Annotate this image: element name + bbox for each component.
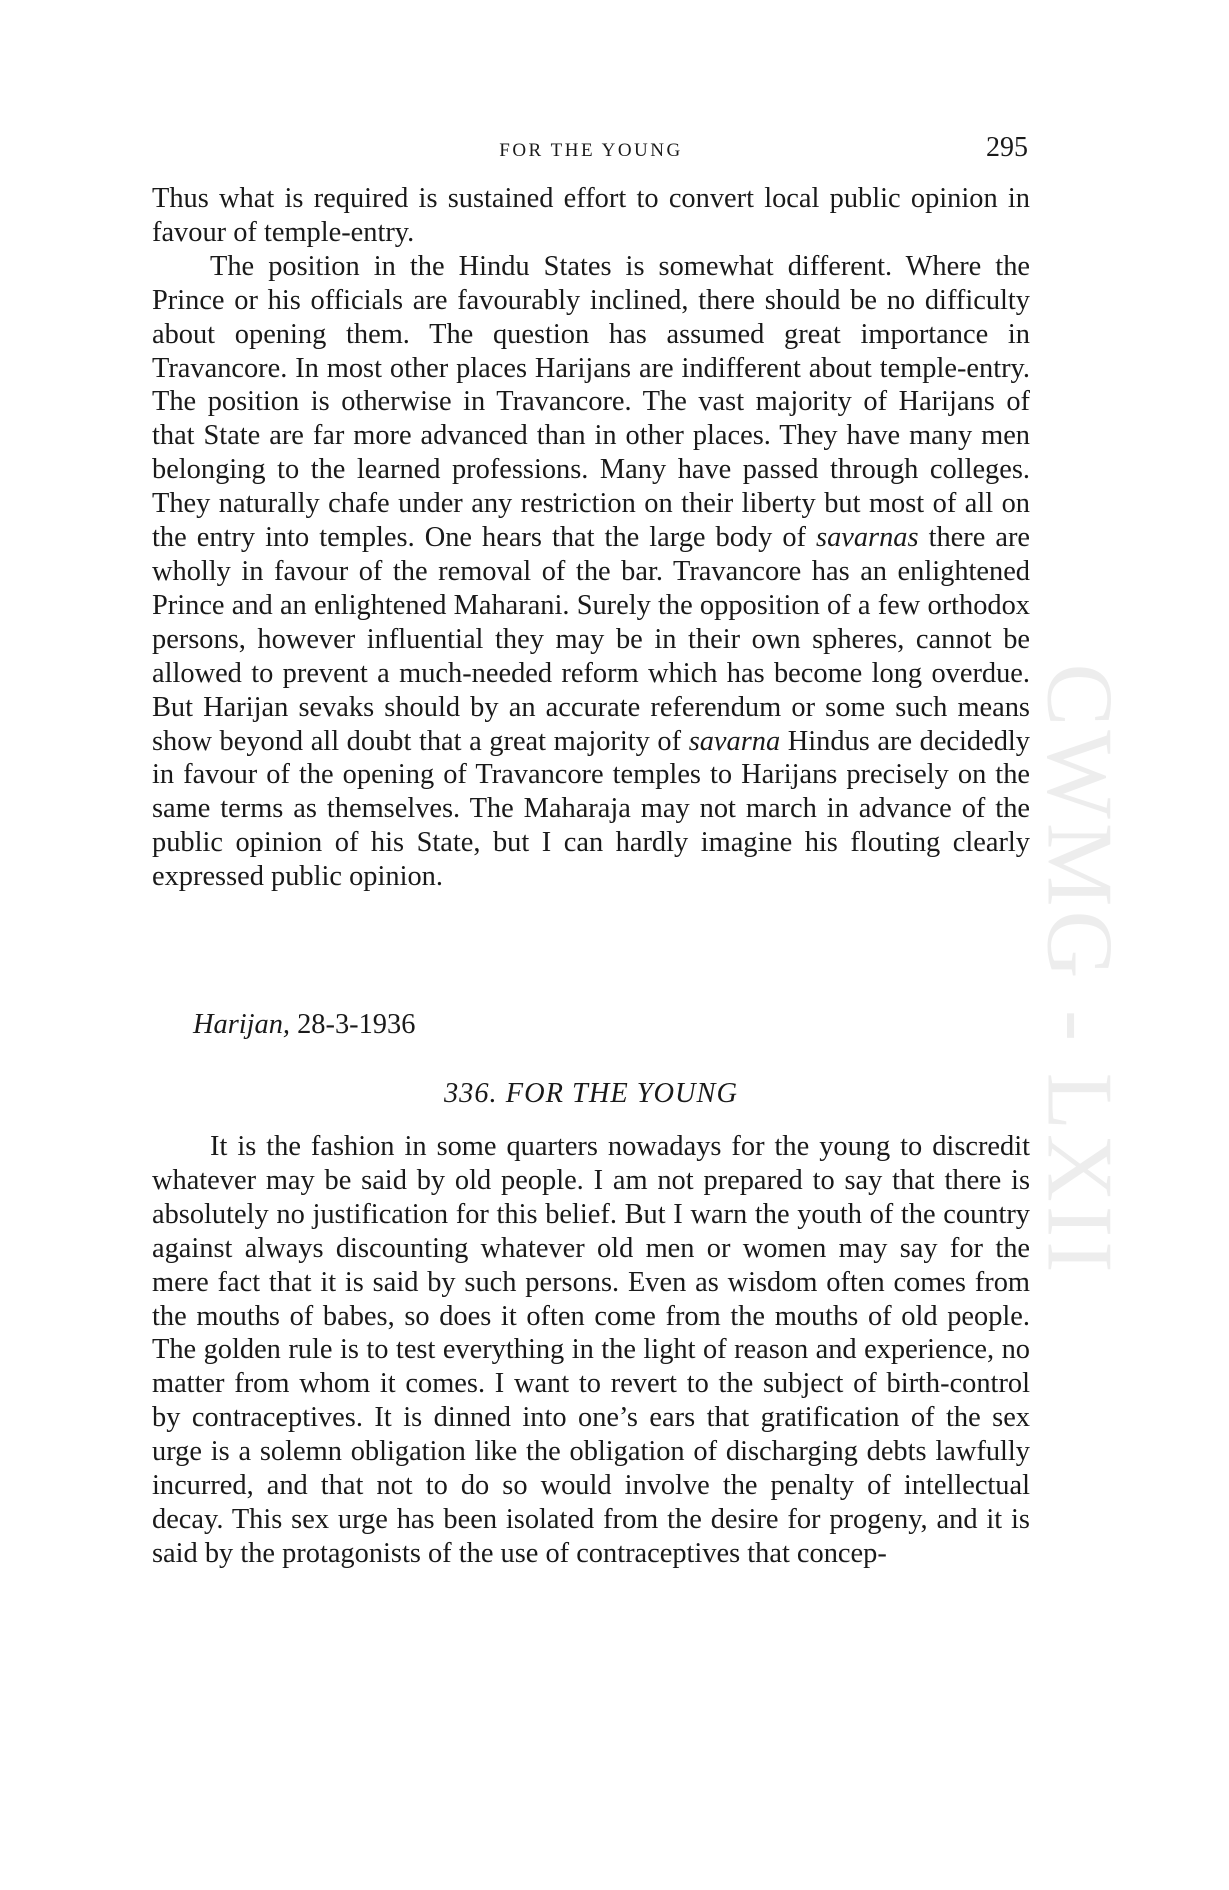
running-head <box>152 132 1030 166</box>
watermark-text: CWMG - LXII <box>1028 663 1133 1277</box>
source-citation <box>193 1009 415 1041</box>
source-date: 28-3-1936 <box>290 1009 416 1040</box>
paragraph: Thus what is required is sustained effort to convert local public opinion in favour of temple-entry. <box>152 183 1030 248</box>
continuation-text <box>152 182 1030 894</box>
page-number: 295 <box>986 132 1028 163</box>
running-title: FOR THE YOUNG <box>499 140 683 161</box>
paragraph: The position in the Hindu States is somewhat different. Where the Prince or his officials are favourably inclined, there should be no difficulty about opening them. The question has assumed great importance in Travancore. In most other places Harijans are indifferent about temple-entry. The position is otherwise in Travancore. The vast majority of Harijans of that State are far more advanced than in other places. They have many men belonging to the learned professions. Many have passed through colleges. They naturally chafe under any restriction on their liberty but most of all on the entry into temples. One hears that the large body of savarnas there are wholly in favour of the removal of the bar. Travancore has an enlightened Prince and an enlightened Maharani. Surely the opposition of a few orthodox persons, however influential they may be in their own spheres, cannot be allowed to prevent a much-needed reform which has become long overdue. But Harijan sevaks should by an accurate referendum or some such means show beyond all doubt that a great majority of savarna Hindus are decidedly in favour of the opening of Travancore temples to Harijans precisely on the same terms as themselves. The Maharaja may not march in advance of the public opinion of his State, but I can hardly imagine his flouting clearly expressed public opinion. <box>152 250 1030 893</box>
italic-term: savarnas <box>816 522 919 554</box>
italic-term: savarna <box>688 725 781 757</box>
article-heading: 336. FOR THE YOUNG <box>443 1078 739 1109</box>
watermark <box>1025 470 1135 1470</box>
source-name: Harijan, <box>193 1009 291 1040</box>
article-text <box>152 1130 1030 1571</box>
paragraph: It is the fashion in some quarters nowadays for the young to discredit whatever may be said by old people. I am not prepared to say that there is absolutely no justification for this belief. But I warn the youth of the country against always discounting whatever old men or women may say for the mere fact that it is said by such persons. Even as wisdom often comes from the mouths of babes, so does it often come from the mouths of old people. The golden rule is to test everything in the light of reason and experience, no matter from whom it comes. I want to revert to the subject of birth-control by contraceptives. It is dinned into one’s ears that gratification of the sex urge is a solemn obligation like the obligation of discharging debts lawfully incurred, and that not to do so would involve the penalty of intellectual decay. This sex urge has been isolated from the desire for progeny, and it is said by the protagonists of the use of contraceptives that concep- <box>152 1131 1030 1569</box>
